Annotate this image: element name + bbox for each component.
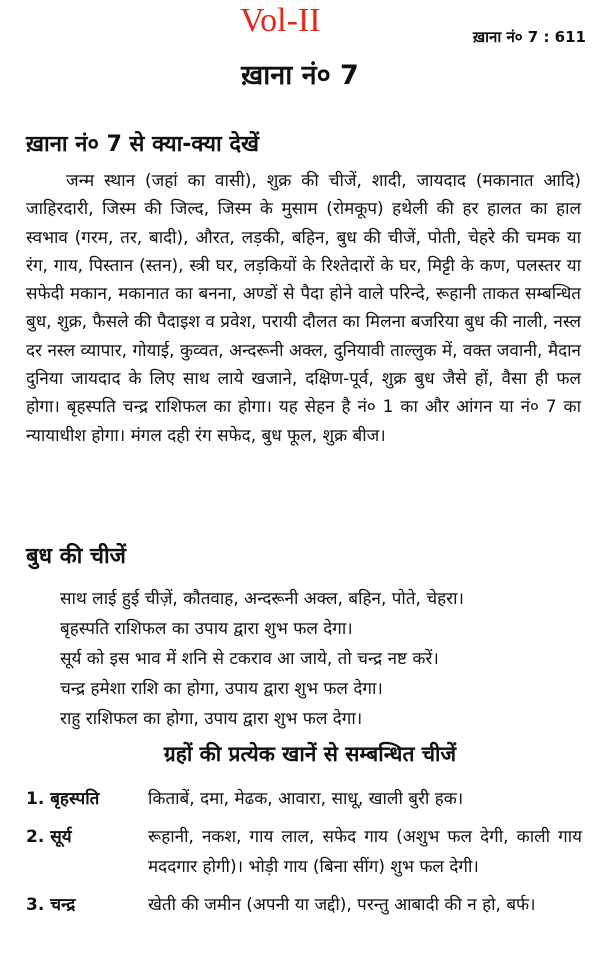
list-item: चन्द्र हमेशा राशि का होगा, उपाय द्वारा शुभ फल देगा।: [60, 679, 383, 699]
section-paragraph-what-to-see: जन्म स्थान (जहां का वासी), शुक्र की चीजें, शादी, जायदाद (मकानात आदि) जाहिरदारी, जिस्म की जिल्द, जिस्म के मुसाम (रोमकूप) हथेली की हर हालत का हाल स्वभाव (गरम, तर, बादी), औरत, लड़की, बहिन, बुध की चीजें, पोती, चेहरे की चमक या रंग, गाय, पिस्तान (स्तन), स्त्री घर, लड़कियों के रिश्तेदारों के घर, मिट्टी के कण, पलस्तर या सफेदी मकान, मकानात का बनना, अण्डों से पैदा होने वाले परिन्दे, रूहानी ताकत सम्बन्धित बुध, शुक्र, फैसले की पैदाइश व प्रवेश, परायी दौलत का मिलना बजरिया बुध की नाली, नस्ल दर नस्ल व्यापार, गोयाई, कुव्वत, अन्दरूनी अक्ल, दुनियावी ताल्लुक में, वक्त जवानी, मैदान दुनिया जायदाद के लिए साथ लाये खजाने, दक्षिण-पूर्व, शुक्र बुध जैसे हों, वैसा ही फल होगा। बृहस्पति चन्द्र राशिफल का होगा। यह सेहन है नं० 1 का और आंगन या नं० 7 का न्यायाधीश होगा। मंगल दही रंग सफेद, बुध फूल, शुक्र बीज।: [26, 171, 581, 446]
planet-name: 1. बृहस्पति: [26, 789, 100, 809]
planet-list: [26, 784, 582, 928]
planet-row: [26, 890, 582, 920]
list-item: साथ लाई हुई चीज़ें, कौतवाह, अन्दरूनी अक्ल, बहिन, पोते, चेहरा।: [60, 589, 464, 609]
page-title: ख़ाना नं० 7: [241, 60, 359, 91]
list-item: बृहस्पति राशिफल का उपाय द्वारा शुभ फल देगा।: [60, 619, 353, 639]
section-heading-budh: बुध की चीजें: [26, 544, 126, 569]
volume-label: Vol-II: [240, 2, 321, 39]
planet-name: 3. चन्द्र: [26, 895, 76, 915]
running-head: ख़ाना नं० 7 : 611: [472, 28, 586, 46]
budh-list: [60, 584, 464, 734]
planet-text: रूहानी, नकश, गाय लाल, सफेद गाय (अशुभ फल देगी, काली गाय मददगार होगी)। भोड़ी गाय (बिना सींग) शुभ फल देगी।: [148, 827, 582, 877]
section-heading-what-to-see: ख़ाना नं० 7 से क्या-क्या देखें: [26, 132, 259, 157]
list-item: सूर्य को इस भाव में शनि से टकराव आ जाये, तो चन्द्र नष्ट करें।: [60, 649, 439, 669]
section-heading-planets: ग्रहों की प्रत्येक खानें से सम्बन्धित चीजें: [163, 742, 457, 766]
planet-text: किताबें, दमा, मेढक, आवारा, साधू, खाली बुरी हक।: [148, 789, 464, 809]
planet-name: 2. सूर्य: [26, 827, 72, 847]
planet-row: [26, 822, 582, 882]
planet-row: [26, 784, 582, 814]
planet-text: खेती की जमीन (अपनी या जद्दी), परन्तु आबादी की न हो, बर्फ।: [148, 895, 536, 915]
list-item: राहु राशिफल का होगा, उपाय द्वारा शुभ फल देगा।: [60, 709, 363, 729]
